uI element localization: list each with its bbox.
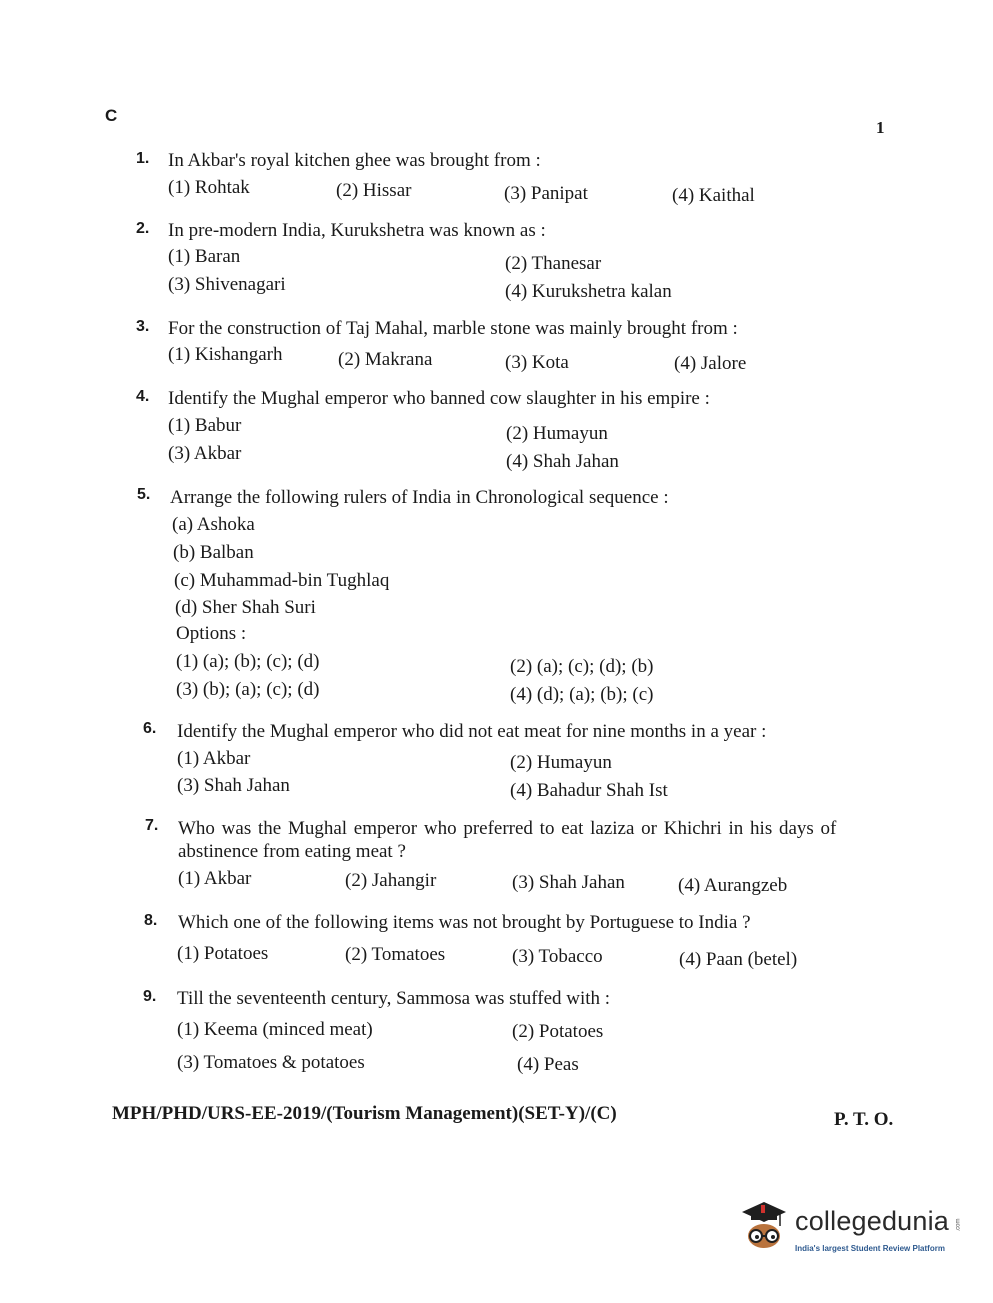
- question-number: 2.: [136, 220, 150, 237]
- option-4: (4) (d); (a); (b); (c): [510, 684, 654, 705]
- question-text: Identify the Mughal emperor who banned cow slaughter in his empire :: [168, 388, 710, 409]
- option-1: (1) Potatoes: [177, 943, 269, 964]
- paper-code: MPH/PHD/URS-EE-2019/(Tourism Management)(SET-Y)/(C): [112, 1103, 617, 1124]
- option-1: (1) Babur: [168, 415, 242, 436]
- question-number: 7.: [145, 817, 159, 834]
- option-1: (1) Akbar: [177, 748, 251, 769]
- option-2: (2) Hissar: [336, 180, 412, 201]
- option-2: (2) (a); (c); (d); (b): [510, 656, 654, 677]
- question-text: Who was the Mughal emperor who preferred to eat laziza or Khichri in his days of: [178, 818, 837, 839]
- question-number: 9.: [143, 988, 157, 1005]
- question-text: In pre-modern India, Kurukshetra was known as :: [168, 220, 546, 241]
- question-text: Identify the Mughal emperor who did not eat meat for nine months in a year :: [177, 721, 767, 742]
- option-2: (2) Potatoes: [512, 1021, 604, 1042]
- list-item-a: (a) Ashoka: [172, 514, 255, 535]
- option-3: (3) (b); (a); (c); (d): [176, 679, 320, 700]
- option-3: (3) Shah Jahan: [512, 872, 625, 893]
- option-2: (2) Makrana: [338, 349, 433, 370]
- option-2: (2) Jahangir: [345, 870, 437, 891]
- question-number: 5.: [137, 486, 151, 503]
- question-text: Which one of the following items was not brought by Portuguese to India ?: [178, 912, 751, 933]
- option-1: (1) Rohtak: [168, 177, 250, 198]
- option-1: (1) Baran: [168, 246, 241, 267]
- pto-label: P. T. O.: [834, 1109, 894, 1130]
- option-1: (1) Keema (minced meat): [177, 1019, 373, 1040]
- question-number: 8.: [144, 912, 158, 929]
- option-3: (3) Shah Jahan: [177, 775, 290, 796]
- question-text: In Akbar's royal kitchen ghee was brought from :: [168, 150, 541, 171]
- option-2: (2) Thanesar: [505, 253, 602, 274]
- question-number: 3.: [136, 318, 150, 335]
- option-4: (4) Bahadur Shah Ist: [510, 780, 668, 801]
- mascot-icon: [734, 1196, 794, 1254]
- option-4: (4) Jalore: [674, 353, 747, 374]
- option-4: (4) Aurangzeb: [678, 875, 788, 896]
- list-item-d: (d) Sher Shah Suri: [175, 597, 316, 618]
- question-number: 4.: [136, 388, 150, 405]
- list-item-b: (b) Balban: [173, 542, 254, 563]
- list-item-c: (c) Muhammad-bin Tughlaq: [174, 570, 390, 591]
- options-label: Options :: [176, 623, 247, 644]
- option-1: (1) Akbar: [178, 868, 252, 889]
- brand-name: collegedunia: [795, 1206, 950, 1236]
- option-3: (3) Kota: [505, 352, 569, 373]
- option-4: (4) Kaithal: [672, 185, 755, 206]
- option-3: (3) Tobacco: [512, 946, 603, 967]
- option-1: (1) (a); (b); (c); (d): [176, 651, 320, 672]
- brand-tagline: India's largest Student Review Platform: [795, 1244, 945, 1253]
- question-text: Arrange the following rulers of India in Chronological sequence :: [170, 487, 669, 508]
- option-2: (2) Humayun: [506, 423, 608, 444]
- question-number: 1.: [136, 150, 150, 167]
- question-text: For the construction of Taj Mahal, marble stone was mainly brought from :: [168, 318, 738, 339]
- option-4: (4) Peas: [517, 1054, 579, 1075]
- option-1: (1) Kishangarh: [168, 344, 283, 365]
- page-number: 1: [876, 118, 885, 137]
- brand-domain: .com: [955, 1218, 962, 1232]
- question-number: 6.: [143, 720, 157, 737]
- option-3: (3) Panipat: [504, 183, 588, 204]
- option-2: (2) Tomatoes: [345, 944, 446, 965]
- option-3: (3) Shivenagari: [168, 274, 286, 295]
- option-4: (4) Kurukshetra kalan: [505, 281, 672, 302]
- set-letter: C: [105, 106, 118, 125]
- option-4: (4) Paan (betel): [679, 949, 798, 970]
- option-2: (2) Humayun: [510, 752, 612, 773]
- question-text: Till the seventeenth century, Sammosa was stuffed with :: [177, 988, 611, 1009]
- option-3: (3) Akbar: [168, 443, 242, 464]
- question-text-continued: abstinence from eating meat ?: [178, 841, 406, 862]
- option-3: (3) Tomatoes & potatoes: [177, 1052, 365, 1073]
- option-4: (4) Shah Jahan: [506, 451, 619, 472]
